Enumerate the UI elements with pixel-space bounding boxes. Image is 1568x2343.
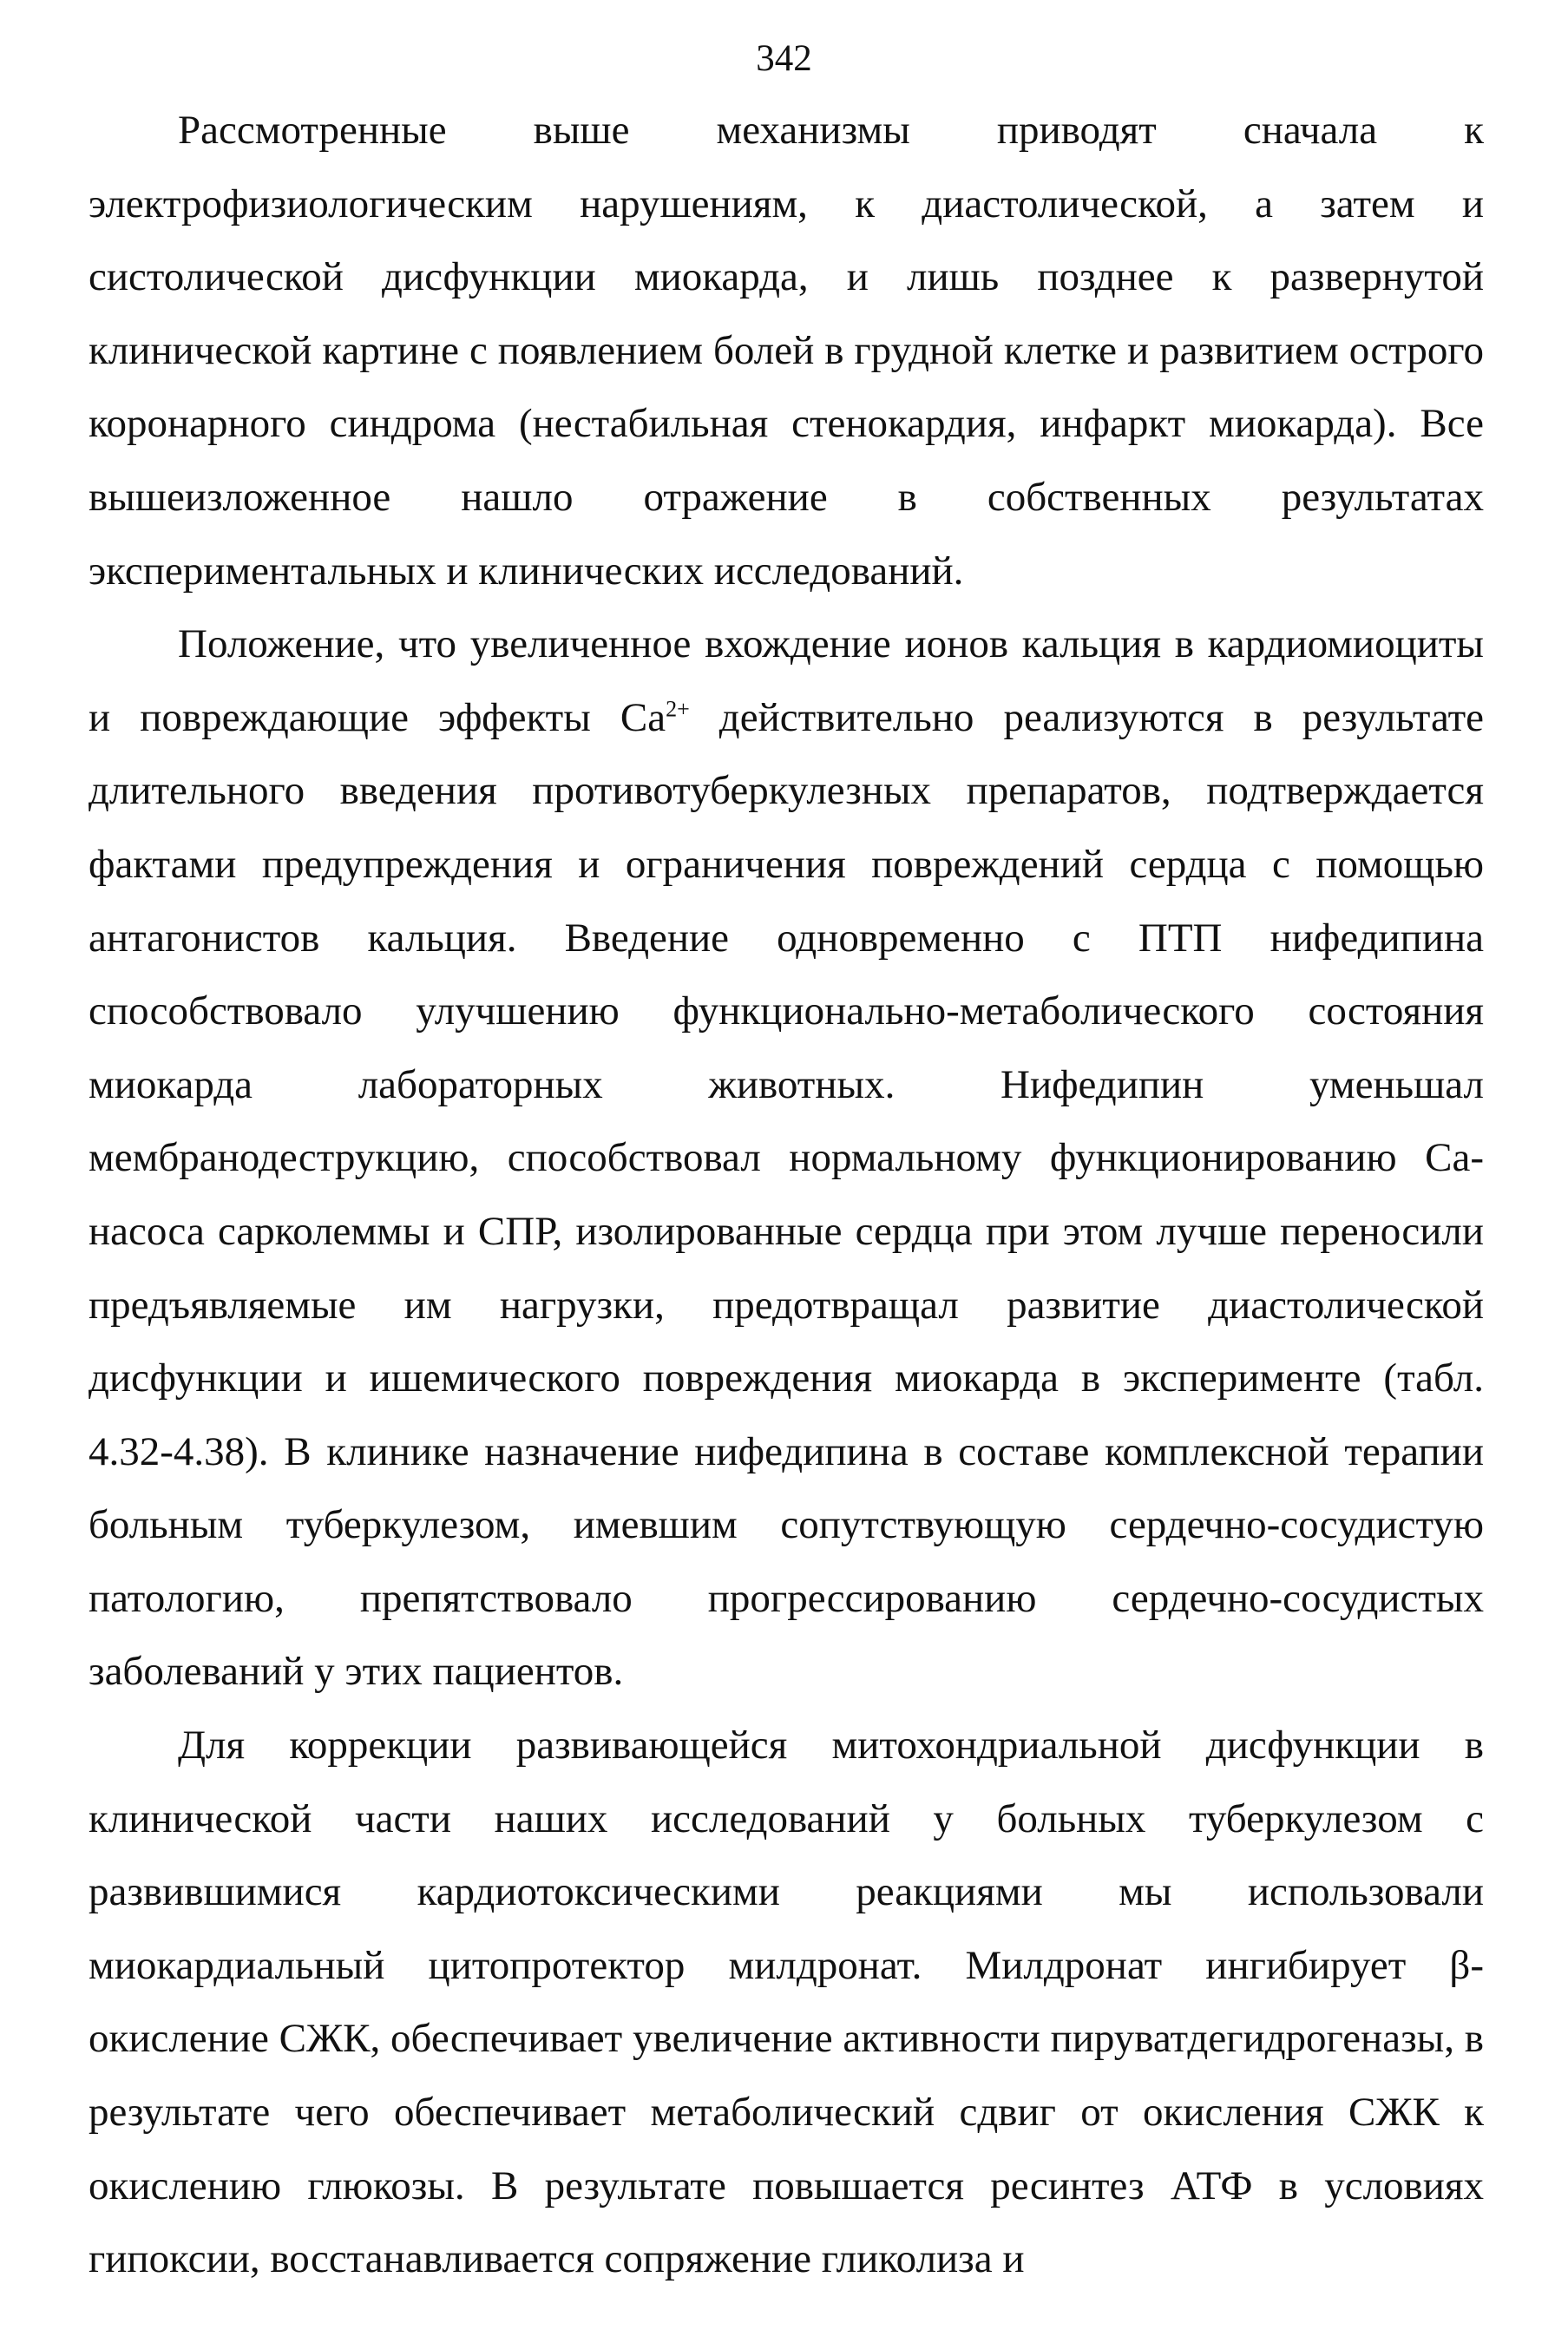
paragraph-2-text-end: действительно реализуются в результате длительного введения противотуберкулезных препаратов, подтверждается фактами предупреждения и ограничения повреждений сердца с помощью антагонистов кальция. Введение одновременно с ПТП нифедипина способствовало улучшению функционально-метаболического состояния миокарда лабораторных животных. Нифедипин уменьшал мембранодеструкцию, способствовал нормальному функционированию Ca-насоса сарколеммы и СПР, изолированные сердца при этом лучше переносили предъявляемые им нагрузки, предотвращал развитие диастолической дисфункции и ишемического повреждения миокарда в эксперименте (табл. 4.32-4.38). В клинике назначение нифедипина в составе комплексной терапии больным туберкулезом, имевшим сопутствующую сердечно-сосудистую патологию, препятствовало прогрессированию сердечно-сосудистых заболеваний у этих пациентов. [89,694,1484,1695]
paragraph-1: Рассмотренные выше механизмы приводят сначала к электрофизиологическим нарушениям, к диастолической, а затем и систолической дисфункции миокарда, и лишь позднее к развернутой клинической картине с появлением болей в грудной клетке и развитием острого коронарного синдрома (нестабильная стенокардия, инфаркт миокарда). Все вышеизложенное нашло отражение в собственных результатах экспериментальных и клинических исследований. [89,108,1484,594]
paragraph-2 [89,607,1484,1709]
paragraph-3: Для коррекции развивающейся митохондриальной дисфункции в клинической части наших исследований у больных туберкулезом с развившимися кардиотоксическими реакциями мы использовали миокардиальный цитопротектор милдронат. Милдронат ингибирует β-окисление СЖК, обеспечивает увеличение активности пируватдегидрогеназы, в результате чего обеспечивает метаболический сдвиг от окисления СЖК к окислению глюкозы. В результате повышается ресинтез АТФ в условиях гипоксии, восстанавливается сопряжение гликолиза и [89,1723,1484,2282]
body-text [89,94,1484,2296]
calcium-charge-superscript: 2+ [666,696,690,722]
page-number: 342 [756,38,812,79]
paragraph-2-text-start: Положение, что увеличенное вхождение ионов кальция в кардиомиоциты и повреждающие эффекты Ca [89,621,1484,740]
